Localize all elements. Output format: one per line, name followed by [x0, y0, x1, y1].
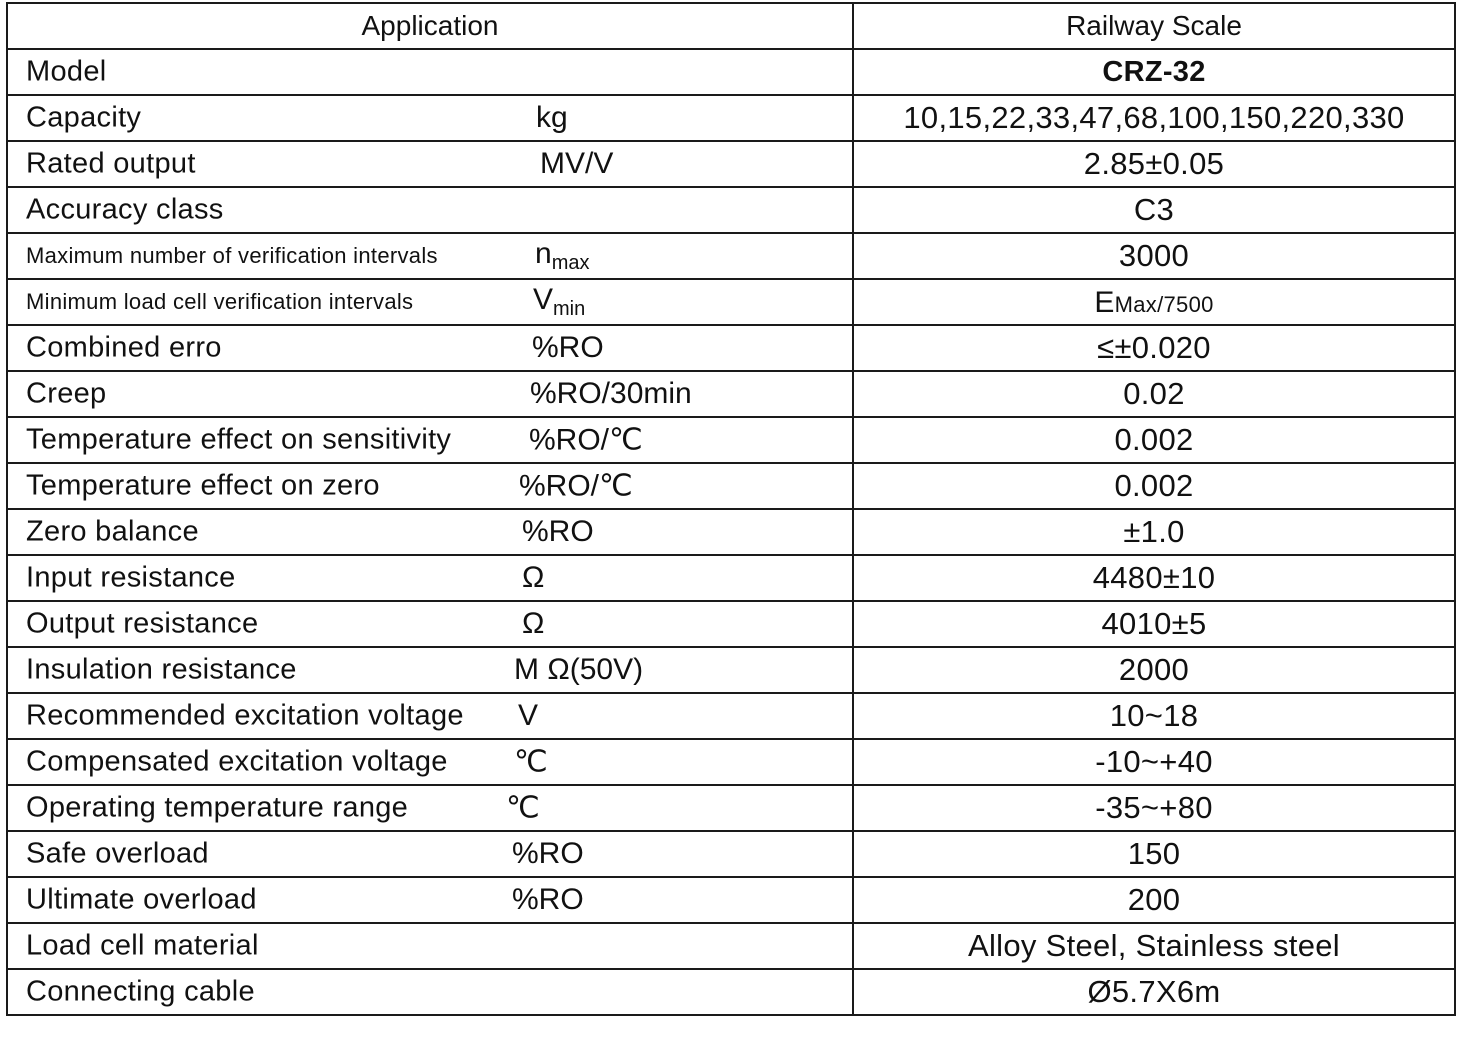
- value-cell: Alloy Steel, Stainless steel: [853, 923, 1455, 969]
- table-row: [7, 463, 1455, 509]
- unit-label: $V_{min}$: [533, 283, 586, 320]
- table-row: [7, 141, 1455, 187]
- unit-label: %RO/℃: [519, 469, 633, 503]
- spec-table: [6, 2, 1456, 1016]
- table-row: [7, 923, 1455, 969]
- unit-label: ℃: [506, 791, 540, 825]
- param-label: Input resistance: [26, 561, 236, 594]
- value-cell: ≤±0.020: [853, 325, 1455, 371]
- param-label: Operating temperature range: [26, 791, 409, 824]
- param-label: Ultimate overload: [26, 883, 257, 916]
- param-label: Output resistance: [26, 607, 259, 640]
- unit-label: $n_{max}$: [535, 237, 590, 274]
- table-row: [7, 509, 1455, 555]
- table-row: [7, 371, 1455, 417]
- value-cell: 0.002: [853, 463, 1455, 509]
- value-cell: 10,15,22,33,47,68,100,150,220,330: [853, 95, 1455, 141]
- value-cell: C3: [853, 187, 1455, 233]
- value-cell: 3000: [853, 233, 1455, 279]
- table-row: [7, 693, 1455, 739]
- table-row: [7, 969, 1455, 1015]
- param-label: Creep: [26, 377, 107, 410]
- value-cell: EMax/7500: [853, 279, 1455, 325]
- value-cell: 2.85±0.05: [853, 141, 1455, 187]
- value-cell: 200: [853, 877, 1455, 923]
- param-label: Temperature effect on sensitivity: [26, 423, 452, 456]
- unit-label: kg: [536, 101, 568, 134]
- unit-label: %RO/30min: [530, 377, 692, 410]
- value-cell: 10~18: [853, 693, 1455, 739]
- param-label: Minimum load cell verification intervals: [26, 289, 414, 314]
- param-label: Zero balance: [26, 515, 199, 548]
- param-label: Combined erro: [26, 331, 222, 364]
- table-row: [7, 187, 1455, 233]
- table-row: [7, 647, 1455, 693]
- value-cell: 0.02: [853, 371, 1455, 417]
- value-cell: -10~+40: [853, 739, 1455, 785]
- header-railway-scale: Railway Scale: [853, 3, 1455, 49]
- unit-label: ℃: [514, 745, 548, 779]
- param-label: Load cell material: [26, 929, 259, 962]
- param-label: Recommended excitation voltage: [26, 699, 464, 732]
- model-row: [7, 49, 1455, 95]
- value-cell: 4010±5: [853, 601, 1455, 647]
- param-label: Insulation resistance: [26, 653, 297, 686]
- value-cell: ±1.0: [853, 509, 1455, 555]
- unit-label: %RO: [512, 837, 584, 870]
- value-cell: Ø5.7X6m: [853, 969, 1455, 1015]
- param-cell: [7, 49, 853, 95]
- param-label: Capacity: [26, 101, 142, 134]
- table-row: [7, 831, 1455, 877]
- unit-label: Ω: [522, 607, 545, 640]
- unit-label: MV/V: [540, 147, 614, 180]
- unit-label: Ω: [522, 561, 545, 594]
- unit-label: V: [518, 699, 539, 732]
- table-row: [7, 877, 1455, 923]
- header-application: Application: [7, 3, 853, 49]
- value-cell: 4480±10: [853, 555, 1455, 601]
- param-label: Safe overload: [26, 837, 209, 870]
- unit-label: %RO: [522, 515, 594, 548]
- param-label: Model: [26, 55, 107, 88]
- table-row: [7, 785, 1455, 831]
- unit-label: %RO/℃: [529, 423, 643, 457]
- table-row: [7, 279, 1455, 325]
- table-row: [7, 233, 1455, 279]
- value-cell: 0.002: [853, 417, 1455, 463]
- table-row: [7, 417, 1455, 463]
- value-cell: 2000: [853, 647, 1455, 693]
- unit-label: %RO: [532, 331, 604, 364]
- value-cell: 150: [853, 831, 1455, 877]
- unit-label: M Ω(50V): [514, 653, 644, 686]
- param-label: Maximum number of verification intervals: [26, 243, 438, 268]
- value-cell: -35~+80: [853, 785, 1455, 831]
- param-label: Accuracy class: [26, 193, 224, 226]
- table-row: [7, 95, 1455, 141]
- header-row: [7, 3, 1455, 49]
- unit-label: %RO: [512, 883, 584, 916]
- param-label: Rated output: [26, 147, 196, 180]
- param-label: Connecting cable: [26, 975, 255, 1008]
- table-row: [7, 739, 1455, 785]
- model-value: CRZ-32: [853, 49, 1455, 95]
- table-row: [7, 555, 1455, 601]
- table-row: [7, 601, 1455, 647]
- param-label: Compensated excitation voltage: [26, 745, 448, 778]
- table-row: [7, 325, 1455, 371]
- param-label: Temperature effect on zero: [26, 469, 380, 502]
